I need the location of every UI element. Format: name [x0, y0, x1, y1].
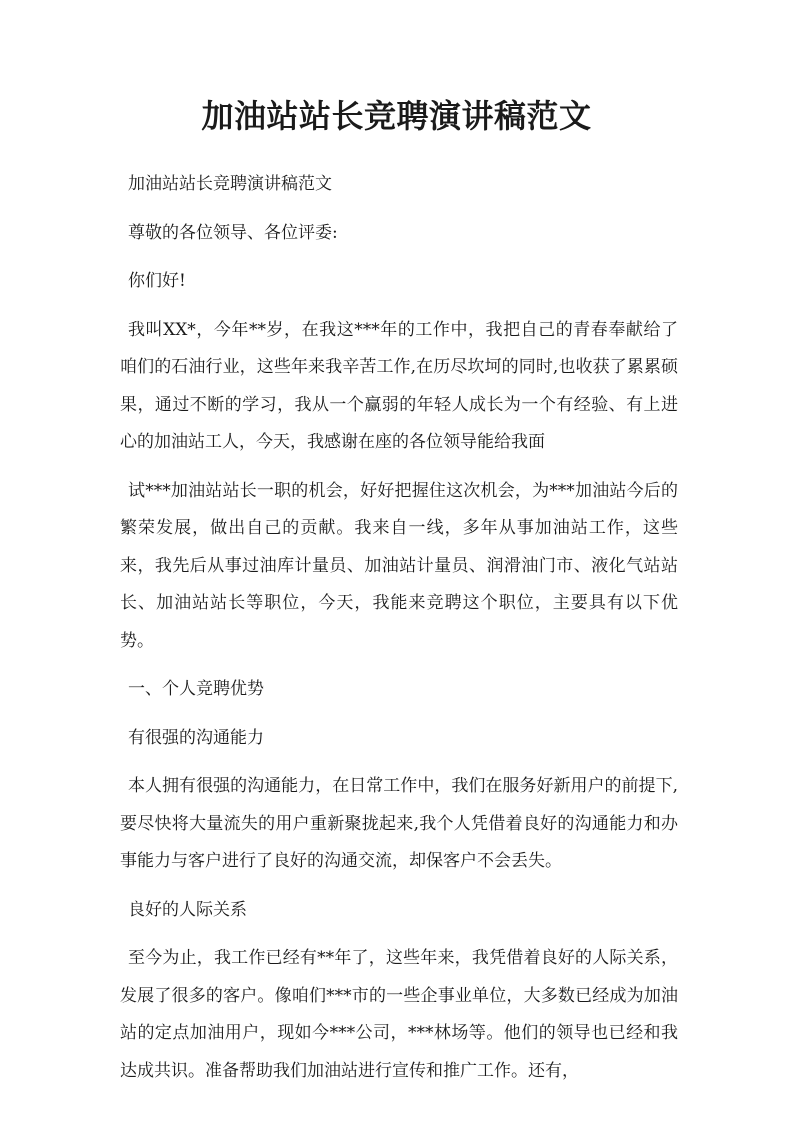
section-heading-advantages: 一、个人竞聘优势	[128, 679, 264, 699]
paragraph-relationships: 至今为止，我工作已经有**年了，这些年来，我凭借着良好的人际关系，发展了很多的客户。像咱们***市的一些企事业单位，大多数已经成为加油站的定点加油用户，现如今***公司，***林场等。他们的领导也已经和我达成共识。准备帮助我们加油站进行宣传和推广工作。还有，	[120, 948, 678, 1081]
document-title: 加油站站长竞聘演讲稿范文	[201, 97, 592, 135]
subheading-relationships: 良好的人际关系	[128, 899, 247, 920]
subheading-communication: 有很强的沟通能力	[128, 727, 264, 748]
paragraph-subtitle: 加油站站长竞聘演讲稿范文	[128, 174, 332, 194]
paragraph-intro: 我叫XX*，今年**岁，在我这***年的工作中，我把自己的青春奉献给了咱们的石油行业，这些年来我辛苦工作,在历尽坎坷的同时,也收获了累累硕果，通过不断的学习，我从一个赢弱的年轻人成长为一个有经验、有上进心的加油站工人，今天，我感谢在座的各位领导能给我面	[120, 319, 678, 452]
paragraph-opportunity: 试***加油站站长一职的机会，好好把握住这次机会，为***加油站今后的繁荣发展，做出自己的贡献。我来自一线，多年从事加油站工作，这些来，我先后从事过油库计量员、加油站计量员、润滑油门市、液化气站站长、加油站站长等职位，今天，我能来竞聘这个职位，主要具有以下优势。	[120, 480, 678, 651]
document-body	[120, 166, 678, 1101]
paragraph-greeting: 你们好!	[128, 271, 186, 291]
paragraph-salutation: 尊敬的各位领导、各位评委:	[128, 222, 338, 243]
paragraph-communication: 本人拥有很强的沟通能力，在日常工作中，我们在服务好新用户的前提下,要尽快将大量流失的用户重新聚拢起来,我个人凭借着良好的沟通能力和办事能力与客户进行了良好的沟通交流，却保客户不会丢失。	[120, 776, 678, 871]
